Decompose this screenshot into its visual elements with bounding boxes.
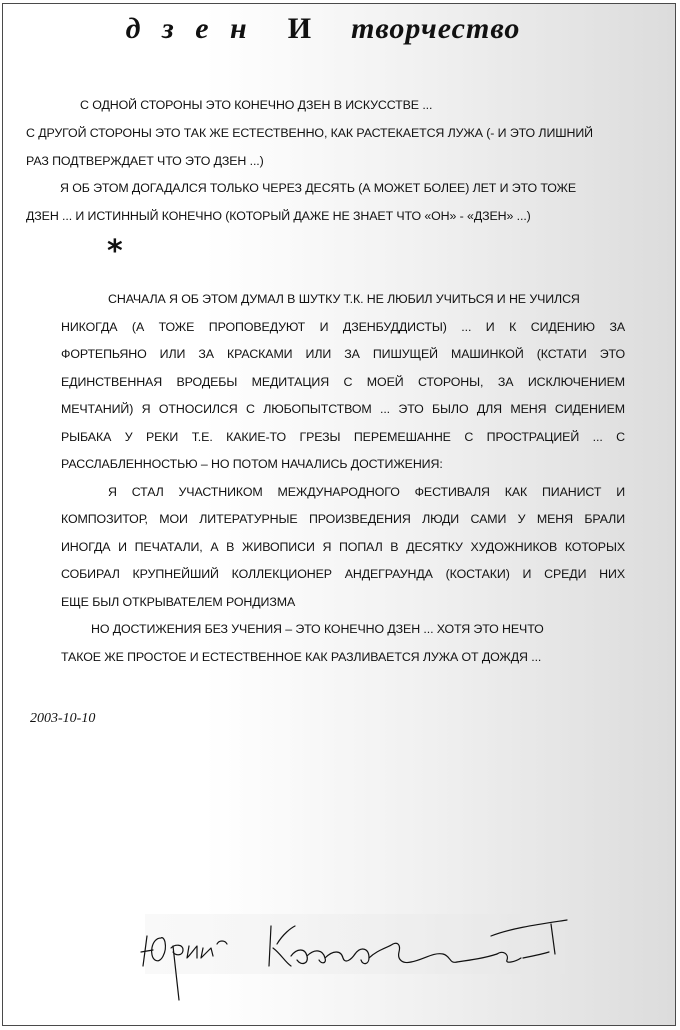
intro-line: Я ОБ ЭТОМ ДОГАДАЛСЯ ТОЛЬКО ЧЕРЕЗ ДЕСЯТЬ (А МОЖЕТ БОЛЕЕ) ЛЕТ И ЭТО ТОЖЕ <box>60 181 577 195</box>
intro-line: С ОДНОЙ СТОРОНЫ ЭТО КОНЕЧНО ДЗЕН В ИСКУССТВЕ ... <box>80 98 433 112</box>
body-line: НИКОГДА (А ТОЖЕ ПРОПОВЕДУЮТ И ДЗЕНБУДДИСТЫ) ... И К СИДЕНИЮ ЗА <box>61 320 625 334</box>
signature <box>131 914 577 1006</box>
title-part-and: И <box>287 12 312 45</box>
intro-line: РАЗ ПОДТВЕРЖДАЕТ ЧТО ЭТО ДЗЕН ...) <box>26 154 264 168</box>
body-line: ЕДИНСТВЕННАЯ ВРОДЕБЫ МЕДИТАЦИЯ С МОЕЙ СТОРОНЫ, ЗА ИСКЛЮЧЕНИЕМ <box>61 375 625 389</box>
title-part-zen: д з е н <box>125 12 254 45</box>
body-line: НО ДОСТИЖЕНИЯ БЕЗ УЧЕНИЯ – ЭТО КОНЕЧНО ДЗЕН ... ХОТЯ ЭТО НЕЧТО <box>91 622 544 636</box>
body-line: МЕЧТАНИЙ) Я ОТНОСИЛСЯ С ЛЮБОПЫТСТВОМ ... ЭТО БЫЛО ДЛЯ МЕНЯ СИДЕНИЕМ <box>61 402 625 416</box>
body-line: ТАКОЕ ЖЕ ПРОСТОЕ И ЕСТЕСТВЕННОЕ КАК РАЗЛИВАЕТСЯ ЛУЖА ОТ ДОЖДЯ ... <box>61 650 542 664</box>
section-separator: * <box>107 234 123 269</box>
body-line: РАССЛАБЛЕННОСТЬЮ – НО ПОТОМ НАЧАЛИСЬ ДОСТИЖЕНИЯ: <box>61 457 443 471</box>
body-line: ИНОГДА И ПЕЧАТАЛИ, А В ЖИВОПИСИ Я ПОПАЛ В ДЕСЯТКУ ХУДОЖНИКОВ КОТОРЫХ <box>61 540 625 554</box>
document-date: 2003-10-10 <box>30 711 96 726</box>
document-title <box>3 12 643 46</box>
body-line: РЫБАКА У РЕКИ Т.Е. КАКИЕ-ТО ГРЕЗЫ ПЕРЕМЕШАННЕ С ПРОСТРАЦИЕЙ ... С <box>61 430 625 444</box>
signature-drawing <box>131 914 577 1006</box>
body-line: ФОРТЕПЬЯНО ИЛИ ЗА КРАСКАМИ ИЛИ ЗА ПИШУЩЕЙ МАШИНКОЙ (КСТАТИ ЭТО <box>61 347 625 361</box>
body-line: СНАЧАЛА Я ОБ ЭТОМ ДУМАЛ В ШУТКУ Т.К. НЕ ЛЮБИЛ УЧИТЬСЯ И НЕ УЧИЛСЯ <box>108 292 580 306</box>
intro-line: С ДРУГОЙ СТОРОНЫ ЭТО ТАК ЖЕ ЕСТЕСТВЕННО, КАК РАСТЕКАЕТСЯ ЛУЖА (- И ЭТО ЛИШНИЙ <box>26 126 593 140</box>
body-line: СОБИРАЛ КРУПНЕЙШИЙ КОЛЛЕКЦИОНЕР АНДЕГРАУНДА (КОСТАКИ) И СРЕДИ НИХ <box>61 567 625 581</box>
intro-line: ДЗЕН ... И ИСТИННЫЙ КОНЕЧНО (КОТОРЫЙ ДАЖЕ НЕ ЗНАЕТ ЧТО «ОН» - «ДЗЕН» ...) <box>26 209 531 223</box>
body-line: КОМПОЗИТОР, МОИ ЛИТЕРАТУРНЫЕ ПРОИЗВЕДЕНИЯ ЛЮДИ САМИ У МЕНЯ БРАЛИ <box>61 512 625 526</box>
document-page <box>2 3 676 1026</box>
body-line: ЕЩЕ БЫЛ ОТКРЫВАТЕЛЕМ РОНДИЗМА <box>61 595 296 609</box>
title-part-creativity: творчество <box>351 12 521 45</box>
body-line: Я СТАЛ УЧАСТНИКОМ МЕЖДУНАРОДНОГО ФЕСТИВАЛЯ КАК ПИАНИСТ И <box>108 485 625 499</box>
